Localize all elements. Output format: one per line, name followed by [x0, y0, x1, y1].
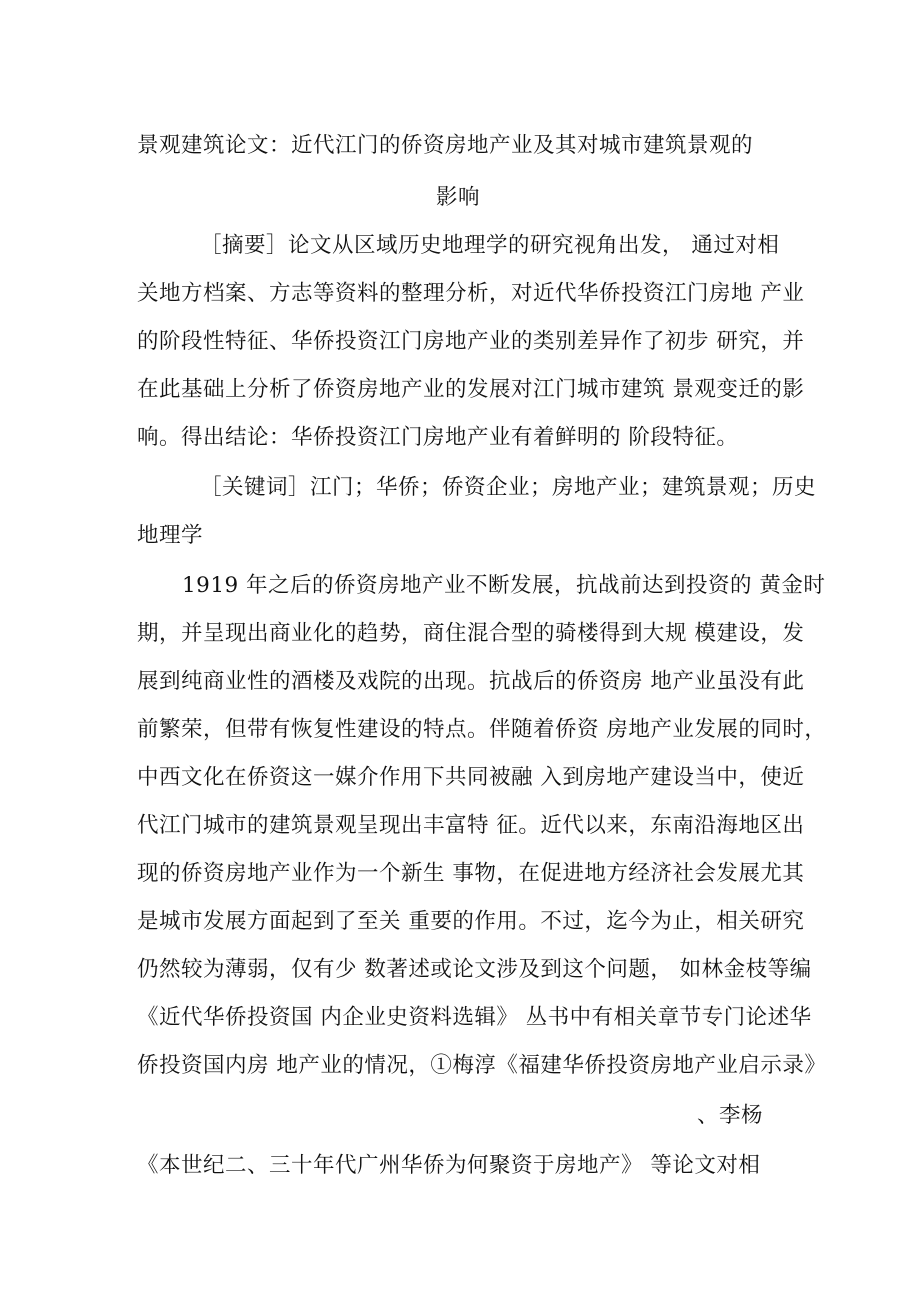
keywords-line: 地理学 — [137, 523, 204, 548]
body-line: 侨投资国内房 地产业的情况，①梅淳《福建华侨投资房地产业启示录》 — [137, 1053, 827, 1078]
body-line: 《本世纪二、三十年代广州华侨为何聚资于房地产》 等论文对相 — [137, 1153, 761, 1178]
body-line: 、李杨 — [697, 1103, 764, 1128]
body-line: 中西文化在侨资这一媒介作用下共同被融 入到房地产建设当中，使近 — [137, 765, 805, 790]
body-line: 展到纯商业性的酒楼及戏院的出现。抗战后的侨资房 地产业虽没有此 — [137, 669, 805, 694]
body-line: 是城市发展方面起到了至关 重要的作用。不过，迄今为止，相关研究 — [137, 909, 805, 934]
body-line: 仍然较为薄弱，仅有少 数著述或论文涉及到这个问题， 如林金枝等编 — [137, 957, 812, 982]
body-line: 代江门城市的建筑景观呈现出丰富特 征。近代以来，东南沿海地区出 — [137, 813, 805, 838]
abstract-line: 响。得出结论：华侨投资江门房地产业有着鲜明的 阶段特征。 — [137, 425, 739, 450]
abstract-line: 关地方档案、方志等资料的整理分析，对近代华侨投资江门房地 产业 — [137, 281, 805, 306]
abstract-line: ［摘要］论文从区域历史地理学的研究视角出发， 通过对相 — [200, 233, 780, 258]
keywords-line: ［关键词］江门；华侨；侨资企业；房地产业；建筑景观；历史 — [200, 475, 817, 500]
abstract-line: 的阶段性特征、华侨投资江门房地产业的类别差异作了初步 研究，并 — [137, 329, 805, 354]
body-line: 期，并呈现出商业化的趋势，商住混合型的骑楼得到大规 模建设，发 — [137, 621, 805, 646]
body-line: 现的侨资房地产业作为一个新生 事物，在促进地方经济社会发展尤其 — [137, 861, 805, 886]
title-line-1: 景观建筑论文：近代江门的侨资房地产业及其对城市建筑景观的 — [137, 133, 754, 158]
abstract-line: 在此基础上分析了侨资房地产业的发展对江门城市建筑 景观变迁的影 — [137, 377, 805, 402]
title-line-2: 影响 — [436, 185, 481, 210]
body-line: 《近代华侨投资国 内企业史资料选辑》 丛书中有相关章节专门论述华 — [137, 1005, 812, 1030]
body-line: 前繁荣，但带有恢复性建设的特点。伴随着侨资 房地产业发展的同时， — [137, 717, 827, 742]
body-line: 1919 年之后的侨资房地产业不断发展，抗战前达到投资的 黄金时 — [182, 573, 826, 598]
